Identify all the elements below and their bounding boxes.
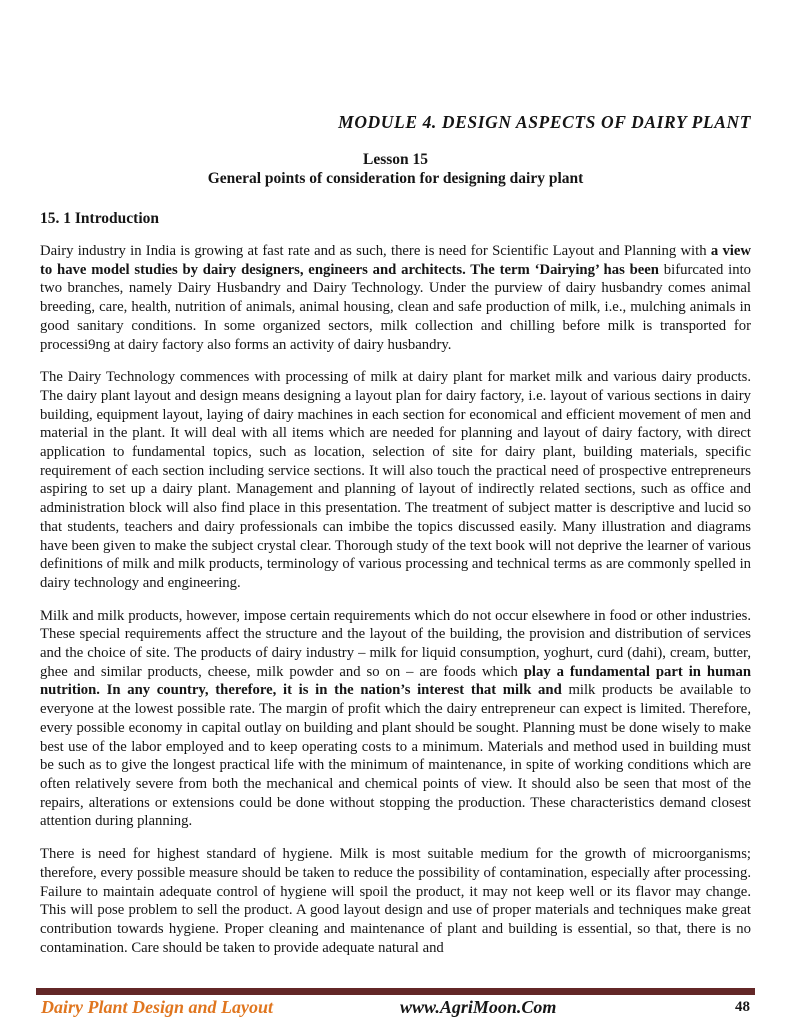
paragraph-segment: Dairy industry in India is growing at fast rate and as such, there is need for Scientific Layout and Planning with bbox=[40, 243, 711, 259]
paragraph-segment: There is need for highest standard of hygiene. Milk is most suitable medium for the growth of microorganisms; therefore, every possible measure should be taken to reduce the possibility of contamination, especially after processing. Failure to maintain adequate control of hygiene will spoil the product, it may not keep well or its flavor may change. This will pose problem to sell the product. A good layout design and use of proper materials and techniques make great contribution towards hygiene. Proper cleaning and maintenance of plant and building is essential, so that, there is no contamination. Care should be taken to provide adequate natural and bbox=[40, 846, 751, 956]
paragraph-segment: Milk and milk products, however, impose certain requirements which do not occur elsewhere in food or other industries. These special requirements affect the structure and the layout of the building, the provision and distribution of services and the choice of site. The products of dairy industry – milk for liquid consumption, yoghurt, curd (dahi), cream, butter, ghee and similar products, cheese, milk powder and so on – are foods which bbox=[40, 607, 751, 680]
paragraph bbox=[40, 845, 751, 957]
footer-divider-bar bbox=[36, 988, 755, 995]
footer-website: www.AgriMoon.Com bbox=[400, 997, 557, 1017]
lesson-subheading: General points of consideration for designing dairy plant bbox=[207, 170, 584, 187]
paragraph-segment-bold: play a fundamental part in human nutrition. In any country, therefore, it is in the nation’s interest that milk and bbox=[40, 663, 751, 699]
module-title: MODULE 4. DESIGN ASPECTS OF DAIRY PLANT bbox=[338, 112, 751, 132]
footer-page-number: 48 bbox=[735, 999, 750, 1015]
paragraph-segment: The Dairy Technology commences with processing of milk at dairy plant for market milk and various dairy products. The dairy plant layout and design means designing a layout plan for dairy factory, i.e. layout of various sections in dairy building, equipment layout, laying of dairy machines in each section for economical and efficient movement of men and material in the plant. It will deal with all items which are needed for planning and layout of dairy factory, with direct application to fundamental topics, such as location, selection of site for dairy plant, building materials, specific requirement of each section including service sections. It will also touch the practical need of prospective entrepreneurs aspiring to set up a dairy plant. Management and planning of layout of indirectly related sections, such as office and administration block will also find place in this presentation. The treatment of subject matter is descriptive and lucid so that students, teachers and dairy professionals can imbibe the topics discussed easily. Many illustration and diagrams have been given to make the subject crystal clear. Thorough study of the text book will not deprive the learner of various definitions of milk and milk products, terminology of various processing and technical terms as are commonly spelled in dairy technology and engineering. bbox=[40, 369, 751, 591]
paragraph-segment-bold: a view to have model studies by dairy designers, engineers and architects. The term ‘Dairying’ has been bbox=[40, 243, 751, 278]
footer-book-title: Dairy Plant Design and Layout bbox=[41, 997, 274, 1017]
lesson-heading: Lesson 15 bbox=[362, 151, 429, 168]
paragraph bbox=[40, 368, 751, 592]
paragraph bbox=[40, 607, 751, 831]
body-text bbox=[40, 242, 751, 957]
paragraph-segment: milk products be available to everyone at the lowest possible rate. The margin of profit which the dairy entrepreneur can expect is limited. Therefore, every possible economy in capital outlay on building and plant should be sought. Planning must be done wisely to make best use of the labor employed and to keep operating costs to a minimum. Materials and method used in building must be such as to give the longest practical life with the minimum of maintenance, in spite of working conditions which are often relatively severe from both the mechanical and chemical points of view. It should also be seen that most of the repairs, alterations or extensions could be done without stopping the production. These characteristics demand closest attention during planning. bbox=[40, 682, 751, 830]
paragraph-segment: bifurcated into two branches, namely Dairy Husbandry and Dairy Technology. Under the purview of dairy husbandry comes animal breeding, care, health, nutrition of animals, animal housing, clean and safe production of milk, i.e., mulching animals in good sanitary conditions. In some organized sectors, milk collection and chilling before milk is transported for processi9ng at dairy factory also forms an activity of dairy husbandry. bbox=[40, 261, 751, 353]
section-heading: 15. 1 Introduction bbox=[40, 210, 159, 227]
paragraph bbox=[40, 242, 751, 354]
page-footer bbox=[0, 988, 791, 1024]
